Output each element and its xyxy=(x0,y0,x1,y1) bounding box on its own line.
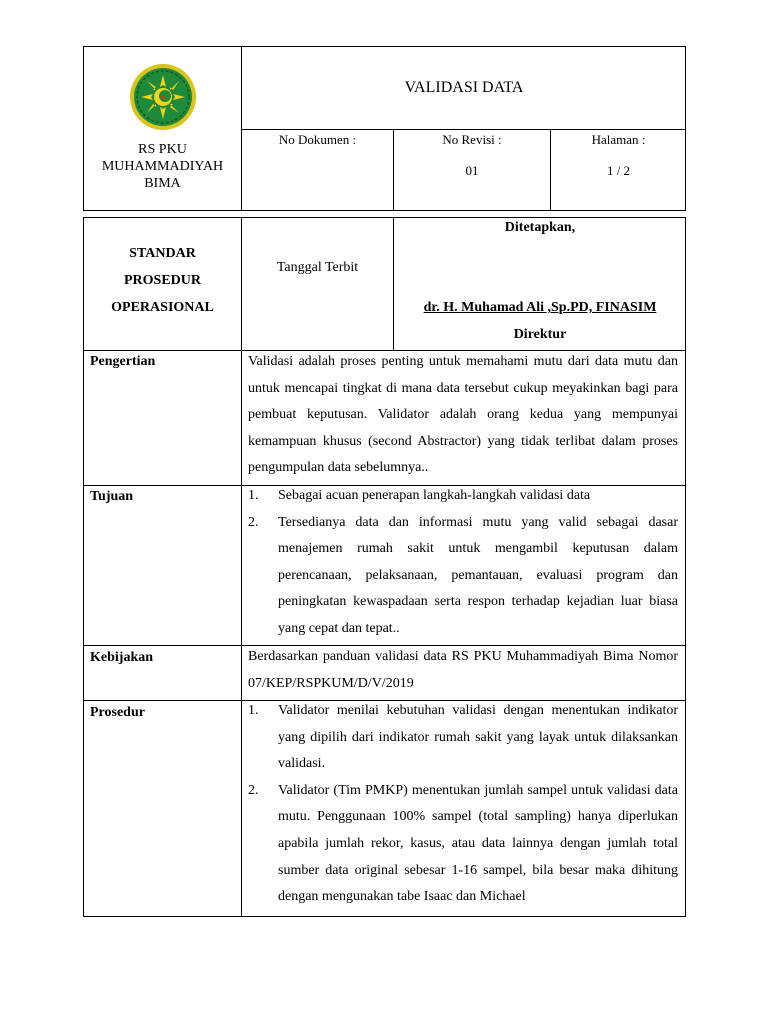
section-label-prosedur: Prosedur xyxy=(90,705,145,720)
list-item-text: Sebagai acuan penerapan langkah-langkah validasi data xyxy=(278,488,591,503)
org-name-line3: BIMA xyxy=(144,176,181,191)
section-text-kebijakan: Berdasarkan panduan validasi data RS PKU Muhammadiyah Bima Nomor 07/KEP/RSPKUM/D/V/2019 xyxy=(248,649,678,691)
section-list-tujuan xyxy=(248,483,678,643)
list-item xyxy=(248,510,678,643)
section-list-prosedur xyxy=(248,698,678,916)
list-item-text: Tersedianya data dan informasi mutu yang valid sebagai dasar menajemen rumah sakit untuk mengambil keputusan dalam perencanaan, pelaksanaan, pemantauan, evaluasi program dan peningkatan kewaspadaan serta respon terhadap kejadian luar biasa yang cepat dan tepat.. xyxy=(278,514,678,636)
org-name-line1: RS PKU xyxy=(138,142,187,157)
list-item xyxy=(248,778,678,911)
sop-column-divider xyxy=(241,217,242,917)
list-item-number: 1. xyxy=(248,488,259,503)
ditetapkan-label: Ditetapkan, xyxy=(504,220,576,235)
sop-label-standar: STANDAR xyxy=(129,246,196,261)
sop-label-operasional: OPERASIONAL xyxy=(111,300,214,315)
no-revisi-value: 01 xyxy=(465,163,479,178)
sop-label-prosedur: PROSEDUR xyxy=(123,273,201,288)
halaman-label: Halaman : xyxy=(591,132,646,147)
section-label-pengertian: Pengertian xyxy=(90,354,156,369)
list-item xyxy=(248,698,678,778)
signer-title: Direktur xyxy=(513,327,567,342)
signer-name: dr. H. Muhamad Ali ,Sp.PD, FINASIM xyxy=(423,300,657,315)
hospital-logo-icon xyxy=(129,63,197,131)
list-item-number: 2. xyxy=(248,782,259,798)
list-item-number: 1. xyxy=(248,703,259,718)
org-name-line2: MUHAMMADIYAH xyxy=(101,159,224,174)
list-item-text: Validator menilai kebutuhan validasi dengan menentukan indikator yang dipilih dari indikator rumah sakit yang layak untuk dilaksankan validasi. xyxy=(278,703,678,772)
section-label-kebijakan: Kebijakan xyxy=(90,650,154,665)
list-item xyxy=(248,483,678,510)
list-item-number: 2. xyxy=(248,514,259,530)
section-text-pengertian: Validasi adalah proses penting untuk memahami mutu dari data mutu dan untuk mencapai tingkat di mana data tersebut cukup meyakinkan bagi para pembuat keputusan. Validator adalah orang kedua yang mempunyai kemampuan khusus (second Abstractor) yang tidak terlibat dalam proses pengumpulan data sebelumnya.. xyxy=(248,354,678,476)
list-item-text: Validator (Tim PMKP) menentukan jumlah sampel untuk validasi data mutu. Penggunaan 100% sampel (total sampling) hanya diperlukan apabila jumlah rekor, kasus, atau data lainnya dengan jumlah total sumber data original sebesar 1-16 sampel, bila besar maka dihitung dengan mengunakan tabe Isaac dan Michael xyxy=(278,782,678,905)
no-revisi-label: No Revisi : xyxy=(442,132,502,147)
no-dokumen-label: No Dokumen : xyxy=(278,132,357,147)
halaman-value: 1 / 2 xyxy=(606,163,631,178)
tanggal-terbit-label: Tanggal Terbit xyxy=(276,260,359,275)
document-title: VALIDASI DATA xyxy=(404,79,524,96)
section-label-tujuan: Tujuan xyxy=(90,489,134,504)
